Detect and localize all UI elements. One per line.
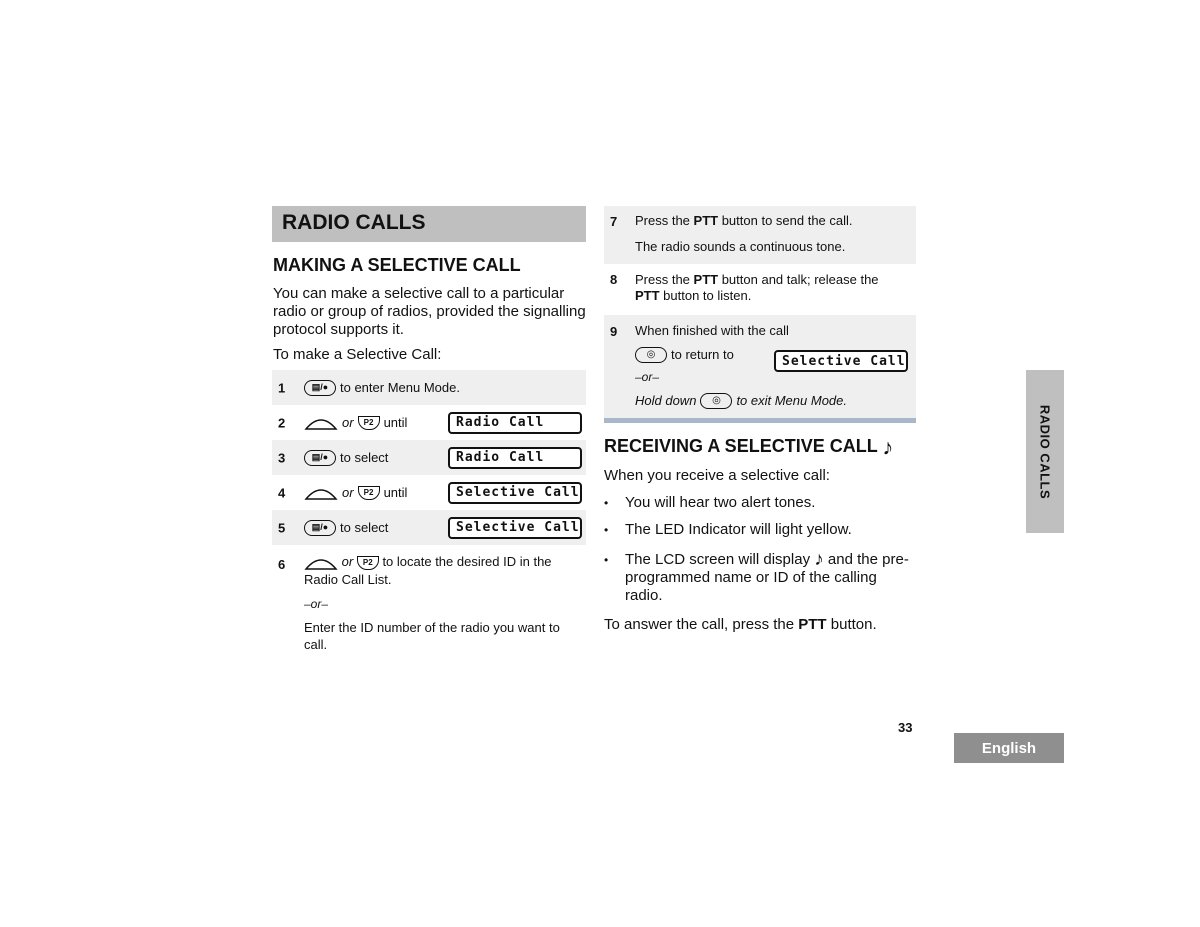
bullet-item bbox=[604, 551, 916, 605]
answer-pre: To answer the call, press the bbox=[604, 616, 799, 633]
ok-key-icon: ◎ bbox=[700, 393, 732, 409]
step-number: 6 bbox=[278, 557, 286, 572]
answer-text bbox=[604, 616, 877, 634]
language-tab: English bbox=[954, 733, 1064, 763]
step-number: 3 bbox=[278, 450, 286, 465]
ptt-label: PTT bbox=[635, 288, 660, 303]
ptt-label: PTT bbox=[798, 616, 827, 633]
step-8 bbox=[604, 264, 916, 315]
or-text: or bbox=[342, 415, 354, 430]
step-text: button and talk; release the bbox=[718, 272, 879, 287]
bullet-item: • The LED Indicator will light yellow. bbox=[604, 521, 916, 539]
lcd-display: Radio Call bbox=[448, 412, 582, 434]
music-note-icon: ♪ bbox=[882, 434, 894, 460]
step-text: button to send the call. bbox=[718, 213, 853, 228]
step-2 bbox=[272, 405, 586, 440]
ptt-label: PTT bbox=[693, 272, 719, 287]
step-text: to select bbox=[340, 450, 389, 465]
or-separator: –or– bbox=[635, 370, 660, 384]
step-text: to select bbox=[340, 520, 389, 535]
p2-key-icon: P2 bbox=[357, 556, 379, 570]
scroll-up-key-icon bbox=[304, 485, 338, 501]
step-subtext: The radio sounds a continuous tone. bbox=[635, 239, 846, 254]
ptt-label: PTT bbox=[693, 213, 719, 228]
step-alt-text: Enter the ID number of the radio you want to call. bbox=[304, 620, 560, 652]
menu-key-icon: ▤/● bbox=[304, 520, 336, 536]
receiving-bullets bbox=[604, 494, 916, 605]
making-heading: MAKING A SELECTIVE CALL bbox=[273, 255, 521, 275]
lcd-display: Selective Call bbox=[448, 482, 582, 504]
step-9 bbox=[604, 315, 916, 423]
scroll-up-key-icon bbox=[304, 415, 338, 431]
step-number: 9 bbox=[610, 324, 618, 339]
step-number: 1 bbox=[278, 380, 286, 395]
step-6 bbox=[272, 545, 586, 653]
menu-key-icon: ▤/● bbox=[304, 380, 336, 396]
music-note-icon: ♪ bbox=[814, 549, 824, 571]
hold-text: Hold down bbox=[635, 393, 697, 408]
menu-key-icon: ▤/● bbox=[304, 450, 336, 466]
page-number: 33 bbox=[898, 720, 913, 735]
step-text: to locate the desired ID in the Radio Call List. bbox=[304, 554, 552, 587]
p2-key-icon: P2 bbox=[358, 486, 380, 500]
or-separator: –or– bbox=[304, 597, 329, 611]
or-text: or bbox=[341, 554, 354, 569]
step-text: until bbox=[383, 485, 408, 500]
step-text: When finished with the call bbox=[635, 323, 789, 338]
ok-key-icon: ◎ bbox=[635, 347, 667, 363]
section-title-bar bbox=[272, 206, 586, 242]
bullet-text: The LCD screen will display bbox=[625, 551, 811, 568]
step-text: to enter Menu Mode. bbox=[340, 380, 460, 395]
receiving-intro: When you receive a selective call: bbox=[604, 467, 830, 484]
steps-list bbox=[272, 370, 586, 653]
scroll-up-key-icon bbox=[304, 555, 338, 571]
side-tab-label: RADIO CALLS bbox=[1037, 404, 1053, 499]
p2-key-icon: P2 bbox=[358, 416, 380, 430]
step-text: Press the bbox=[635, 272, 694, 287]
step-number: 4 bbox=[278, 485, 286, 500]
lcd-display: Selective Call bbox=[448, 517, 582, 539]
making-lead: To make a Selective Call: bbox=[273, 346, 442, 363]
receiving-heading bbox=[604, 434, 894, 460]
making-intro: You can make a selective call to a particular radio or group of radios, provided the signalling protocol supports it. bbox=[273, 285, 586, 338]
step-text: until bbox=[383, 415, 408, 430]
lcd-display: Radio Call bbox=[448, 447, 582, 469]
bullet-item: • You will hear two alert tones. bbox=[604, 494, 916, 512]
or-text: or bbox=[342, 485, 354, 500]
lcd-display: Selective Call bbox=[774, 350, 908, 372]
step-text: Press the bbox=[635, 213, 694, 228]
step-5 bbox=[272, 510, 586, 545]
step-text: button to listen. bbox=[659, 288, 752, 303]
receiving-heading-text: RECEIVING A SELECTIVE CALL bbox=[604, 436, 878, 456]
step-4 bbox=[272, 475, 586, 510]
step-number: 2 bbox=[278, 415, 286, 430]
step-number: 5 bbox=[278, 520, 286, 535]
hold-text: to exit Menu Mode. bbox=[736, 393, 847, 408]
step-7 bbox=[604, 206, 916, 264]
side-tab bbox=[1026, 370, 1064, 533]
step-number: 7 bbox=[610, 214, 618, 229]
right-steps bbox=[604, 206, 916, 423]
bullet-text: and the pre-programmed name or ID of the calling radio. bbox=[625, 551, 909, 604]
step-text: to return to bbox=[671, 347, 734, 362]
section-title: RADIO CALLS bbox=[282, 211, 426, 234]
answer-post: button. bbox=[826, 616, 877, 633]
step-number: 8 bbox=[610, 272, 618, 287]
step-1 bbox=[272, 370, 586, 405]
step-3 bbox=[272, 440, 586, 475]
